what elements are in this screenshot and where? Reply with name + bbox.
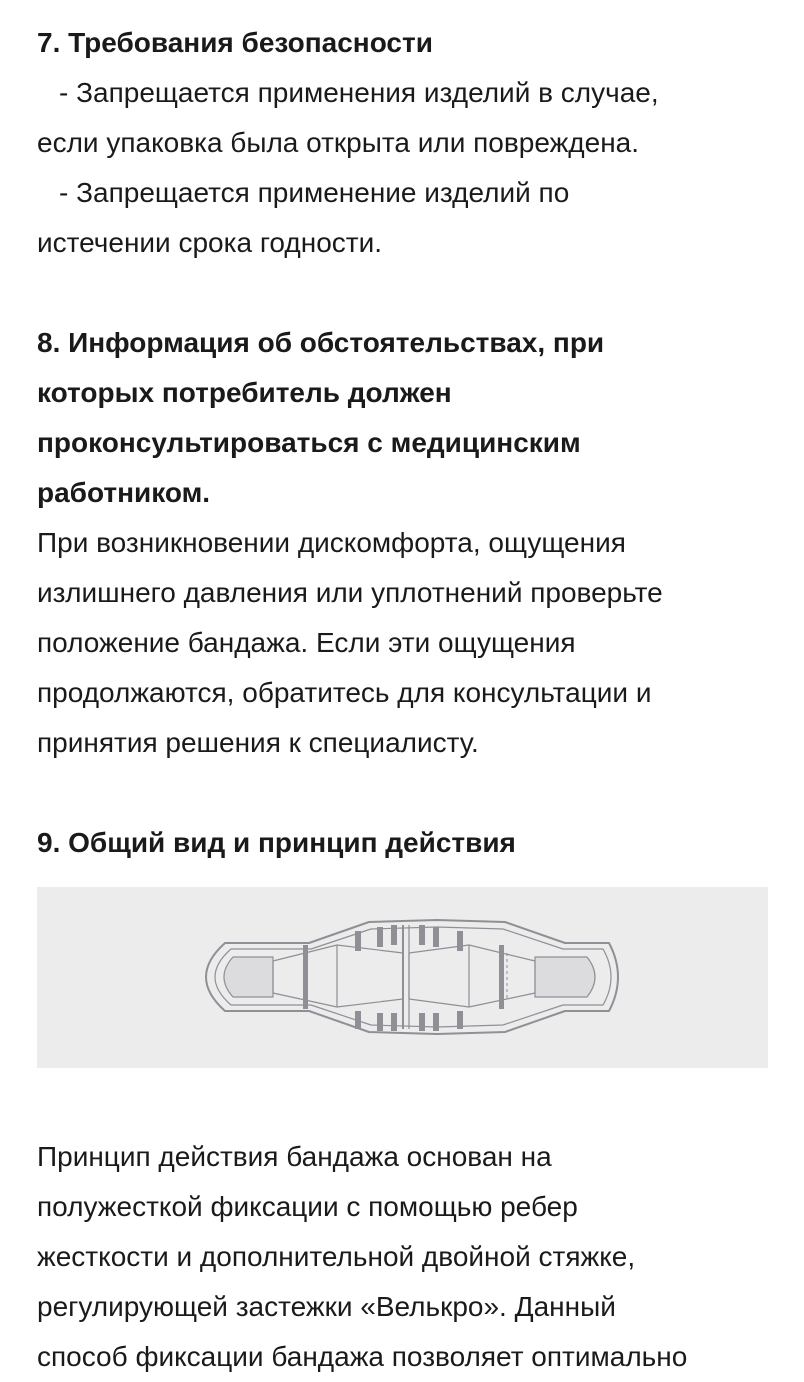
stay <box>377 927 383 947</box>
section-7-heading: 7. Требования безопасности <box>37 27 433 58</box>
stay <box>355 931 361 951</box>
section-8-line: При возникновении дискомфорта, ощущения <box>37 527 626 558</box>
section-8-line: принятия решения к специалисту. <box>37 727 479 758</box>
section-8-line: положение бандажа. Если эти ощущения <box>37 627 576 658</box>
stay <box>419 1013 425 1031</box>
section-9-line: регулирующей застежки «Велькро». Данный <box>37 1291 616 1322</box>
stay <box>303 945 308 1009</box>
stay <box>457 931 463 951</box>
stay <box>377 1013 383 1031</box>
stay <box>419 925 425 945</box>
document <box>37 18 777 1382</box>
section-9-line: способ фиксации бандажа позволяет оптимально <box>37 1341 688 1372</box>
section-8-line: излишнего давления или уплотнений проверьте <box>37 577 663 608</box>
section-8-heading: которых потребитель должен <box>37 377 452 408</box>
bandage-outline <box>206 920 618 1034</box>
section-8-heading: работником. <box>37 477 211 508</box>
spacer <box>37 1068 777 1132</box>
stay <box>391 925 397 945</box>
section-9-line: жесткости и дополнительной двойной стяжке, <box>37 1241 636 1272</box>
bandage-illustration <box>37 887 768 1068</box>
section-8-heading: 8. Информация об обстоятельствах, при <box>37 327 605 358</box>
stay <box>433 927 439 947</box>
spacer <box>37 768 777 818</box>
spacer <box>37 268 777 318</box>
stay <box>499 945 504 1009</box>
stay <box>355 1011 361 1029</box>
section-7-line: - Запрещается применения изделий в случае, <box>59 77 659 108</box>
section-8-heading: проконсультироваться с медицинским <box>37 427 581 458</box>
section-9-heading: 9. Общий вид и принцип действия <box>37 827 516 858</box>
stay <box>433 1013 439 1031</box>
bandage-diagram <box>37 887 768 1068</box>
section-9-line: полужесткой фиксации с помощью ребер <box>37 1191 578 1222</box>
section-9-line: Принцип действия бандажа основан на <box>37 1141 552 1172</box>
section-7-line: - Запрещается применение изделий по <box>59 177 570 208</box>
section-8-line: продолжаются, обратитесь для консультации и <box>37 677 652 708</box>
stay <box>391 1013 397 1031</box>
section-7-line: истечении срока годности. <box>37 227 383 258</box>
section-7-line: если упаковка была открыта или повреждена. <box>37 127 640 158</box>
stay <box>457 1011 463 1029</box>
